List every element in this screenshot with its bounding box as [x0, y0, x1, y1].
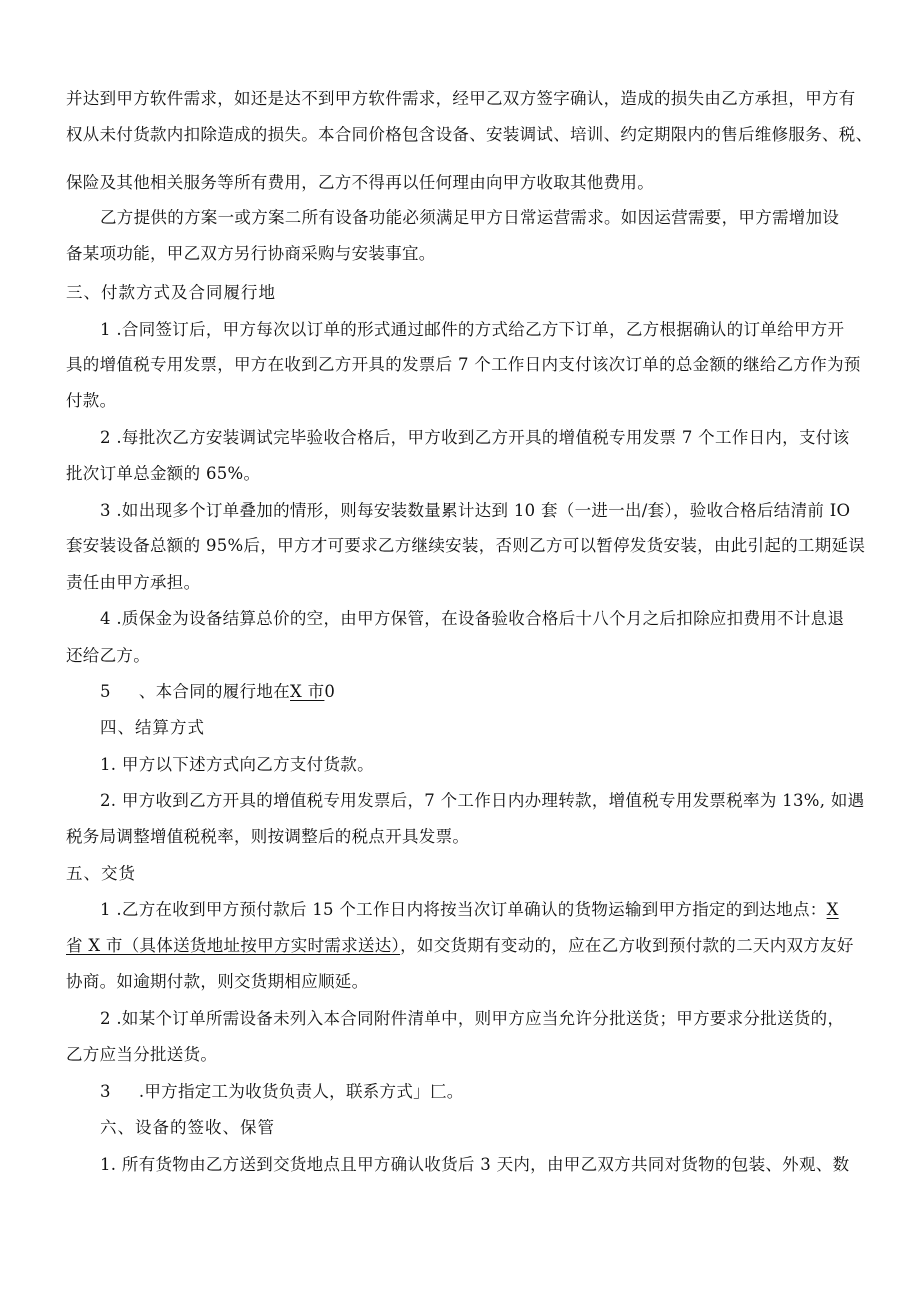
item-number: 5: [100, 682, 111, 701]
text-line: 权从未付货款内扣除造成的损失。本合同价格包含设备、安装调试、培训、约定期限内的售后维修服务、税、: [66, 125, 873, 144]
section-heading-payment: 三、付款方式及合同履行地: [66, 283, 276, 302]
text-line: 1 .合同签订后，甲方每次以订单的形式通过邮件的方式给乙方下订单，乙方根据确认的订单给甲方开: [100, 320, 845, 339]
text-line: 备某项功能，甲乙双方另行协商采购与安装事宜。: [66, 244, 436, 263]
section-heading-settlement: 四、结算方式: [100, 718, 205, 737]
text-line: 2. 甲方收到乙方开具的增值税专用发票后，7 个工作日内办理转款，增值税专用发票税率为 13%, 如遇: [100, 791, 865, 810]
delivery-line: 1 .乙方在收到甲方预付款后 15 个工作日内将按当次订单确认的货物运输到甲方指定的到达地点：X: [100, 900, 839, 919]
text-line: 批次订单总金额的 65%。: [66, 464, 261, 483]
section-heading-acceptance: 六、设备的签收、保管: [100, 1118, 275, 1137]
text-line: 付款。: [66, 391, 117, 410]
section-heading-delivery: 五、交货: [66, 864, 136, 883]
text-line: 保险及其他相关服务等所有费用，乙方不得再以任何理由向甲方收取其他费用。: [66, 173, 654, 192]
text-line: 协商。如逾期付款，则交货期相应顺延。: [66, 972, 369, 991]
performance-place-line: [100, 681, 335, 703]
text-line: 1. 所有货物由乙方送到交货地点且甲方确认收货后 3 天内，由甲乙双方共同对货物的包装、外观、数: [100, 1155, 850, 1174]
text-line: 套安装设备总额的 95%后，甲方才可要求乙方继续安装，否则乙方可以暂停发货安装，由此引起的工期延误: [66, 536, 866, 555]
delivery-line: 省 X 市（具体送货地址按甲方实时需求送达），如交货期有变动的，应在乙方收到预付款的二天内双方友好: [66, 936, 854, 955]
text-line: 2 .如某个订单所需设备未列入本合同附件清单中，则甲方应当允许分批送货；甲方要求分批送货的，: [100, 1009, 845, 1028]
text-line: 2 .每批次乙方安装调试完毕验收合格后，甲方收到乙方开具的增值税专用发票 7 个工作日内，支付该: [100, 428, 850, 447]
consignee-line: [100, 1081, 464, 1103]
text-line: 乙方应当分批送货。: [66, 1045, 218, 1064]
item-number: 3: [100, 1082, 111, 1101]
text-line: 4 .质保金为设备结算总价的空，由甲方保管，在设备验收合格后十八个月之后扣除应扣费用不计息退: [100, 609, 845, 628]
text-line: 责任由甲方承担。: [66, 573, 201, 592]
text-line: 1. 甲方以下述方式向乙方支付货款。: [100, 755, 374, 774]
performance-place-value: X 市: [290, 682, 325, 701]
text-line: 并达到甲方软件需求，如还是达不到甲方软件需求，经甲乙双方签字确认，造成的损失由乙方承担，甲方有: [66, 89, 856, 108]
item-tail: 0: [324, 682, 336, 701]
item-text: 、本合同的履行地在: [138, 682, 291, 701]
delivery-place-value: X: [826, 900, 839, 919]
text-line: 税务局调整增值税税率，则按调整后的税点开具发票。: [66, 827, 470, 846]
text-line: 3 .如出现多个订单叠加的情形，则每安装数量累计达到 10 套（一进一出/套），验收合格后结清前 IO: [100, 501, 851, 520]
text-line: 具的增值税专用发票，甲方在收到乙方开具的发票后 7 个工作日内支付该次订单的总金额的继给乙方作为预: [66, 355, 861, 374]
delivery-place-value: 省 X 市（具体送货地址按甲方实时需求送达）: [66, 936, 401, 955]
text-line: 还给乙方。: [66, 646, 150, 665]
item-text: .甲方指定工为收货负责人，联系方式」匚。: [138, 1082, 464, 1101]
text-line: 乙方提供的方案一或方案二所有设备功能必须满足甲方日常运营需求。如因运营需要，甲方需增加设: [100, 208, 840, 227]
